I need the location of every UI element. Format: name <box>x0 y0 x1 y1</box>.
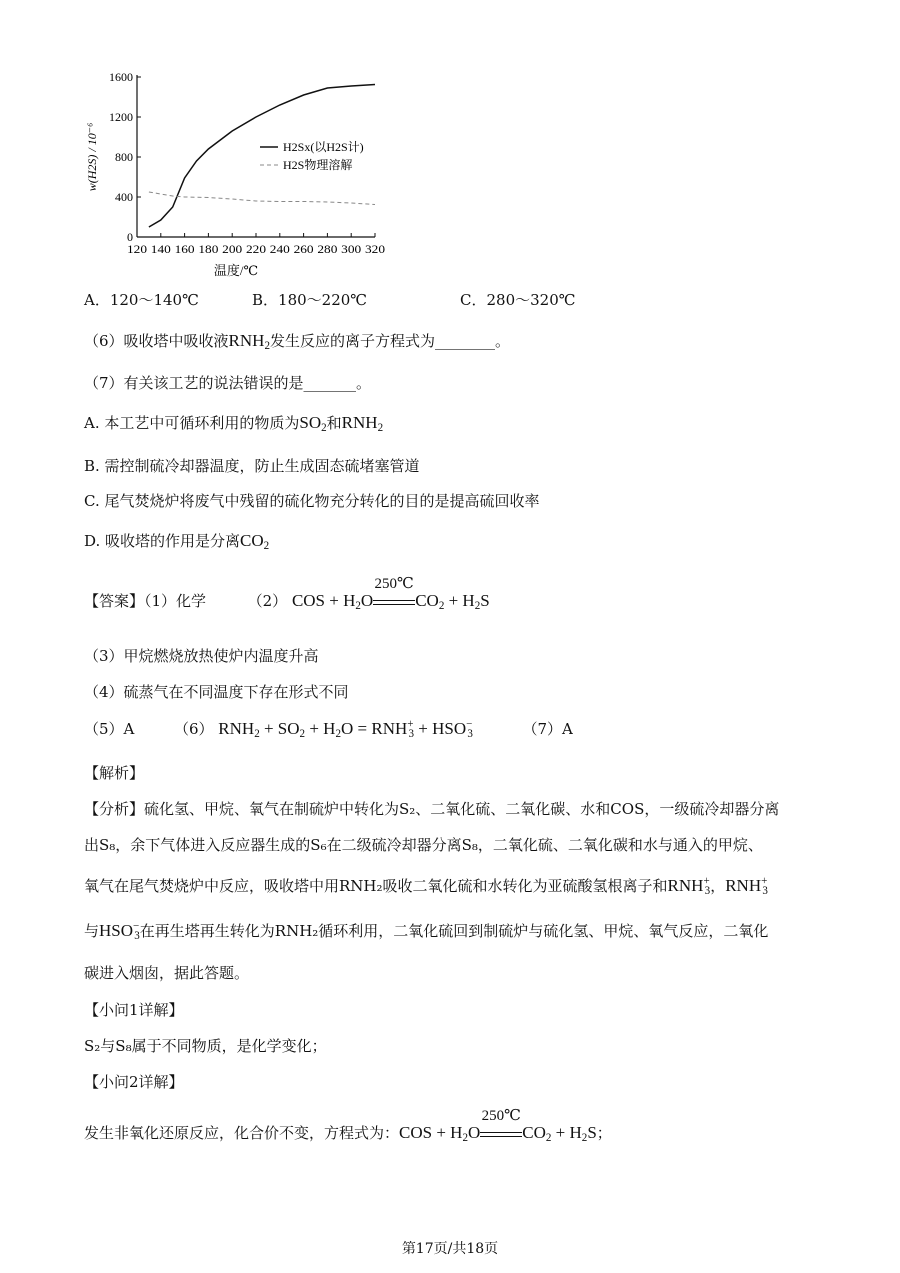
page-footer: 第17页/共18页 <box>401 1241 499 1257</box>
sub1-heading: 【小问1详解】 <box>84 1001 184 1019</box>
legend-label-1: H2Sx(以H2S计) <box>283 140 364 154</box>
question-7: （7）有关该工艺的说法错误的是_______。 <box>84 374 372 392</box>
x-tick-label: 120 <box>127 242 147 256</box>
question-6: （6）吸收塔中吸收液$RNH_2$发生反应的离子方程式为________。 <box>84 331 510 352</box>
answer-line-5: （5）A （6） $RNH_2 + SO_2 + H_2O = RNH^+_3 + HSO^-_3$ （7）A <box>84 718 573 740</box>
q7-option-d: D. 吸收塔的作用是分离$CO_2$ <box>84 531 270 552</box>
analysis-p1: 【分析】硫化氢、甲烷、氧气在制硫炉中转化为S₂、二氧化硫、二氧化碳、水和COS，一级硫冷却器分离 <box>84 800 780 818</box>
x-tick-label: 180 <box>198 242 219 256</box>
legend-label-2: H2S物理溶解 <box>283 158 353 172</box>
q7-option-a: A. 本工艺中可循环利用的物质为$SO_2$和$RNH_2$ <box>84 413 384 434</box>
sub2-heading: 【小问2详解】 <box>84 1073 184 1091</box>
x-axis-label: 温度/℃ <box>213 263 259 278</box>
x-tick-label: 160 <box>174 242 195 256</box>
solubility-chart <box>80 65 410 280</box>
y-tick-label: 1600 <box>109 70 133 84</box>
y-tick-label: 800 <box>115 150 133 164</box>
y-tick-label: 0 <box>127 230 133 244</box>
sub1-text: S₂与S₈属于不同物质，是化学变化； <box>84 1037 327 1055</box>
answer-line-3: （3）甲烷燃烧放热使炉内温度升高 <box>84 647 319 665</box>
answer-line-1: 【答案】（1）化学 （2） COS + $H_2O$ 250℃ $CO_2 + H_2S$ <box>84 576 490 612</box>
analysis-p2: 出S₈，余下气体进入反应器生成的S₆在二级硫冷却器分离S₈，二氧化硫、二氧化碳和水与通入的甲烷、 <box>84 836 763 854</box>
q7-option-c: C. 尾气焚烧炉将废气中残留的硫化物充分转化的目的是提高硫回收率 <box>84 492 540 510</box>
y-tick-label: 400 <box>115 190 133 204</box>
series-line-2 <box>149 192 375 205</box>
option-a: A．120～140℃ <box>84 291 199 309</box>
q7-option-b: B. 需控制硫冷却器温度，防止生成固态硫堵塞管道 <box>84 457 420 475</box>
option-b: B．180～220℃ <box>252 291 368 309</box>
x-tick-label: 240 <box>269 242 290 256</box>
x-tick-label: 260 <box>293 242 314 256</box>
analysis-p3: 氧气在尾气焚烧炉中反应，吸收塔中用RNH₂吸收二氧化硫和水转化为亚硫酸氢根离子和$RNH^+_3$，$RNH^+_3$ <box>84 875 768 897</box>
analysis-p4: 与$HSO^-_3$在再生塔再生转化为RNH₂循环利用，二氧化硫回到制硫炉与硫化氢、甲烷、氧气反应，二氧化 <box>84 920 769 942</box>
option-c: C．280～320℃ <box>460 291 576 309</box>
answer-line-4: （4）硫蒸气在不同温度下存在形式不同 <box>84 683 349 701</box>
analysis-p5: 碳进入烟囱，据此答题。 <box>84 964 250 982</box>
y-tick-label: 1200 <box>109 110 133 124</box>
x-tick-label: 280 <box>317 242 338 256</box>
x-tick-label: 220 <box>246 242 266 256</box>
x-tick-label: 300 <box>341 242 362 256</box>
series-line-1 <box>149 85 375 228</box>
x-tick-label: 140 <box>150 242 171 256</box>
sub2-text: 发生非氧化还原反应，化合价不变，方程式为：COS + $H_2O$ 250℃ $CO_2 + H_2S$； <box>84 1108 612 1144</box>
x-tick-label: 320 <box>365 242 385 256</box>
x-tick-label: 200 <box>222 242 243 256</box>
y-axis-label: w(H2S) / 10⁻⁶ <box>85 122 99 192</box>
analysis-heading: 【解析】 <box>84 764 145 782</box>
